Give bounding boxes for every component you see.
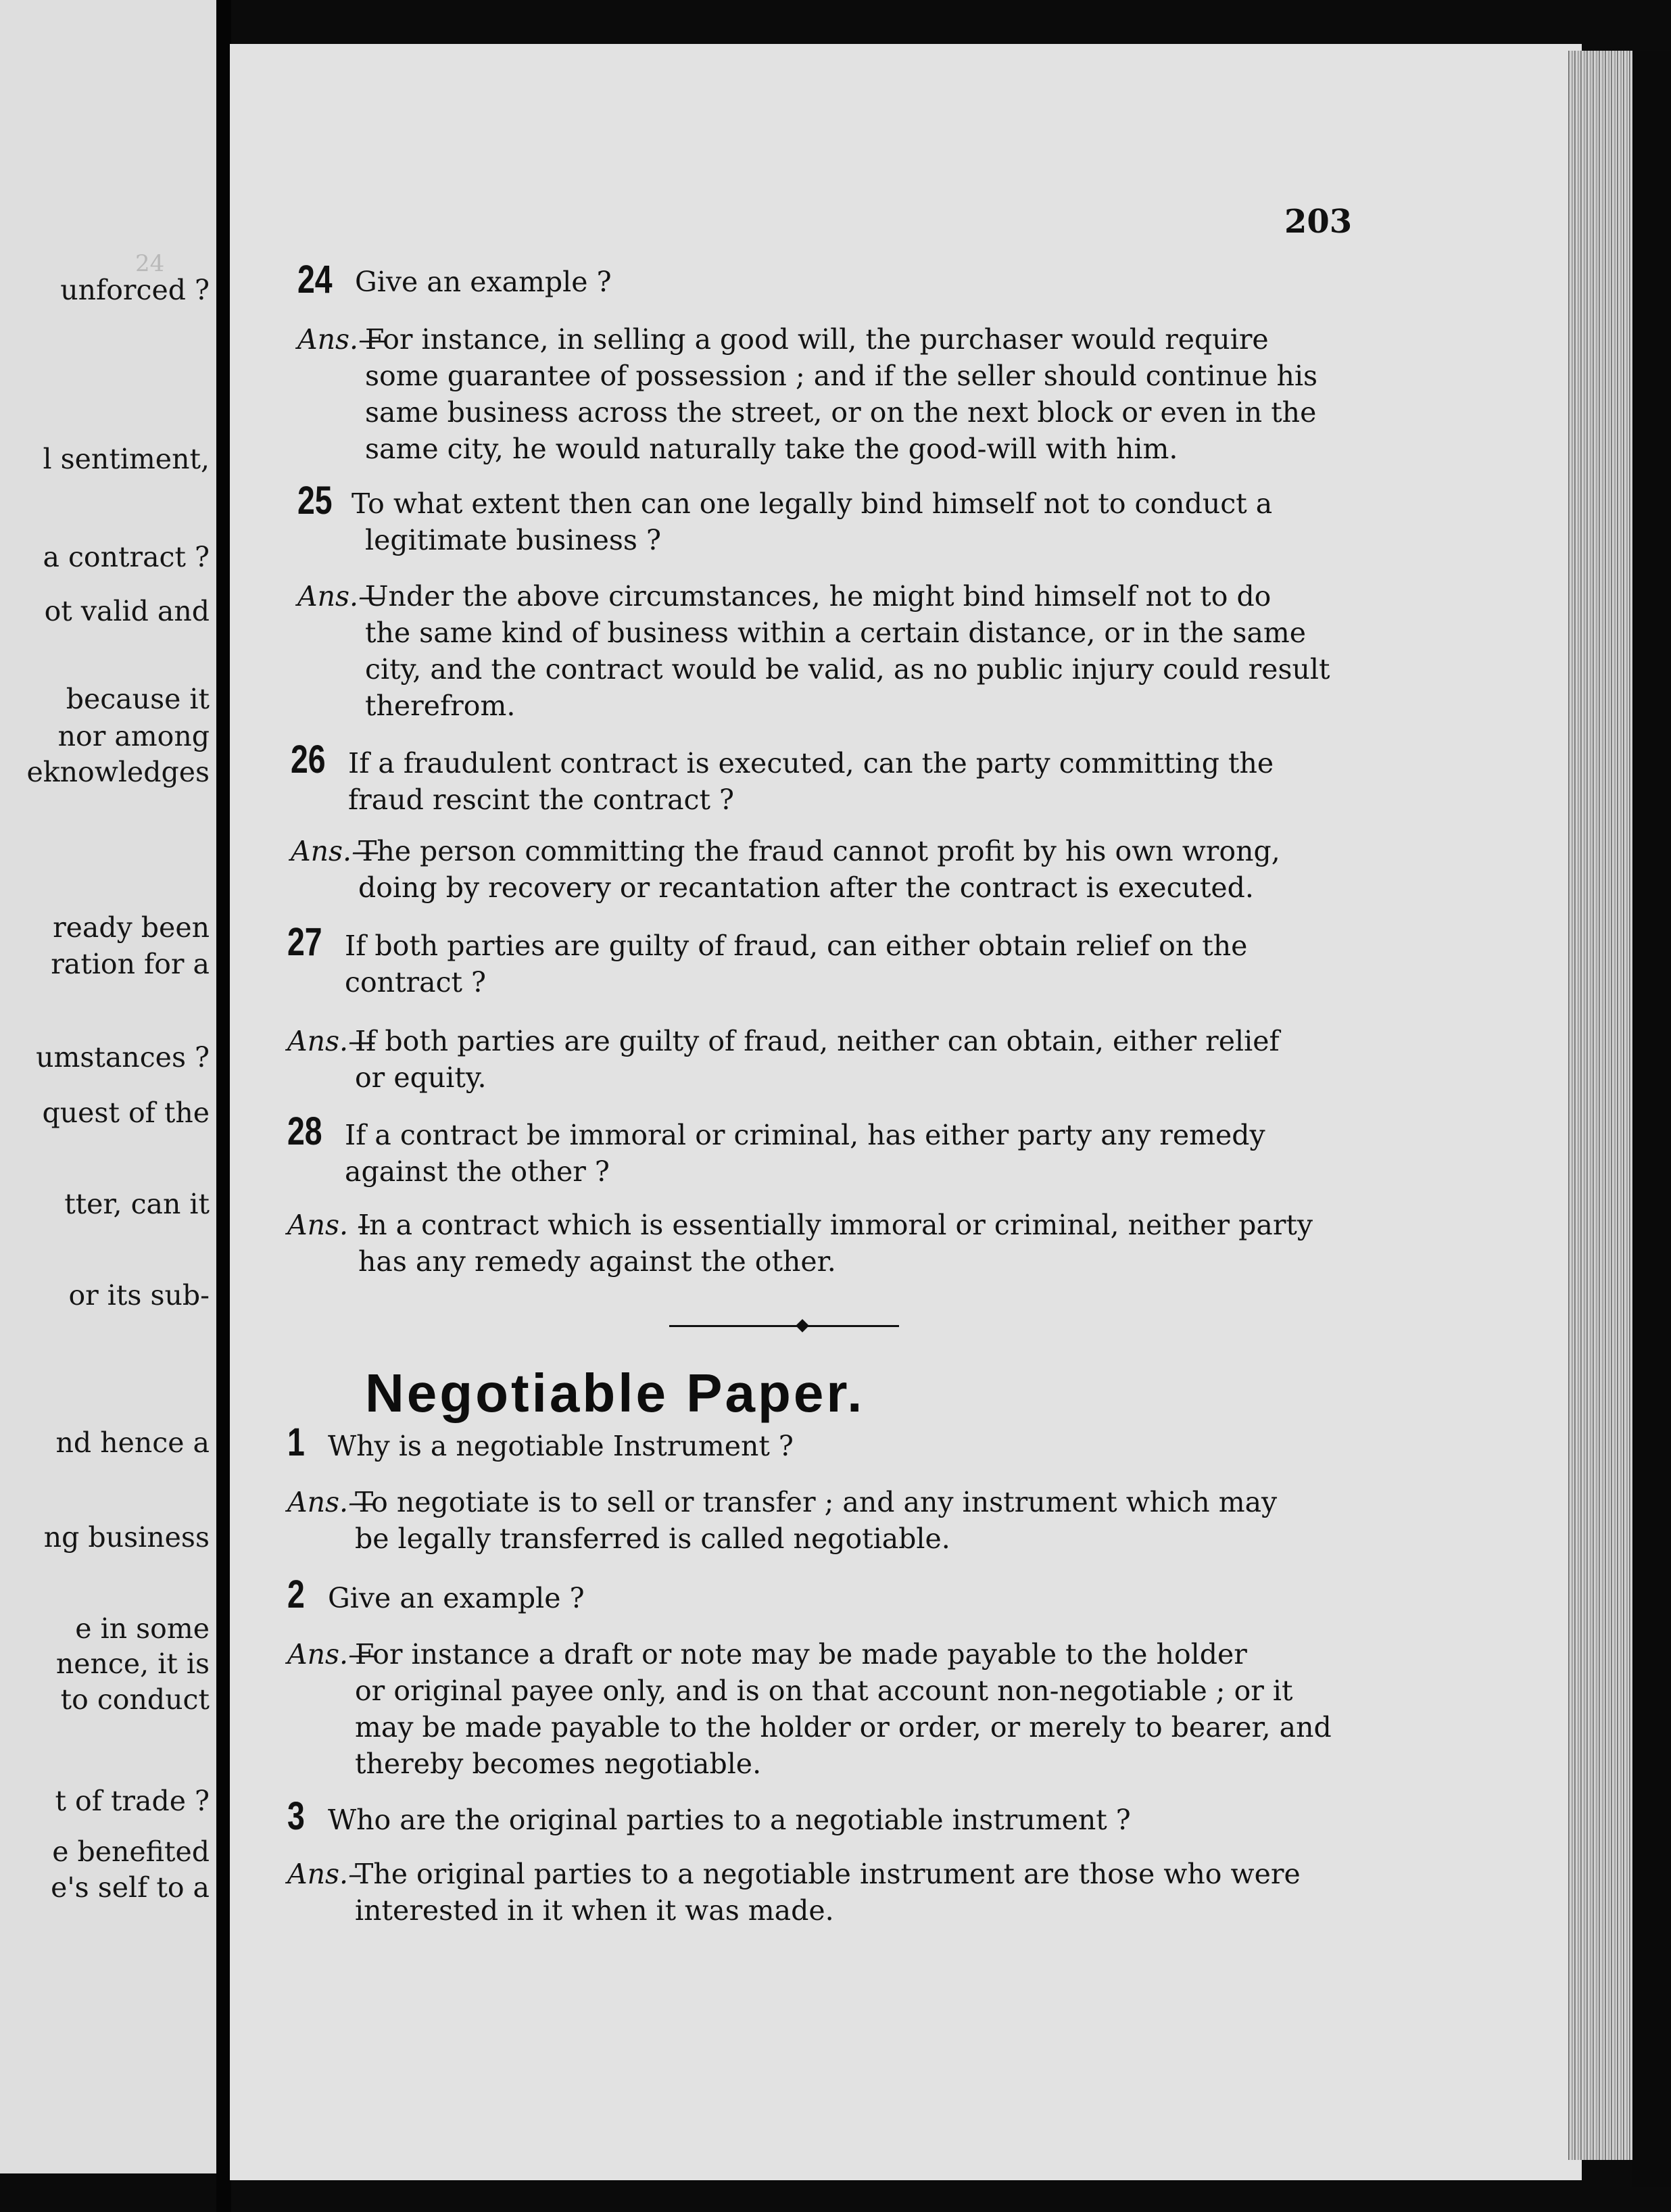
answer-text: Under the above circumstances, he might bind himself not to do the same kind of business within a certain distance, or in the same city, and the contract would be valid, as no public injury could result therefrom.: [365, 580, 1330, 722]
question-number: 28: [287, 1109, 322, 1153]
answer-text: The original parties to a negotiable instrument are those who were interested in it when it was made.: [355, 1858, 1301, 1927]
question-text: If both parties are guilty of fraud, can either obtain relief on the contract ?: [345, 930, 1248, 999]
question-text: Who are the original parties to a negotiable instrument ?: [328, 1804, 1131, 1836]
left-page-line: umstances ?: [36, 1041, 210, 1074]
bleed-through-text: 24: [135, 250, 165, 277]
page-number: 203: [1284, 203, 1353, 241]
question-number: 25: [297, 479, 333, 523]
answer-text: If both parties are guilty of fraud, neither can obtain, either relief or equity.: [355, 1025, 1280, 1094]
answer-label: Ans.—: [297, 580, 387, 612]
answer-text: To negotiate is to sell or transfer ; and any instrument which may be legally transferred is called negotiable.: [355, 1486, 1278, 1555]
section-heading: Negotiable Paper.: [365, 1363, 865, 1423]
left-page-line: t of trade ?: [55, 1785, 210, 1817]
left-page-line: eknowledges: [26, 756, 210, 788]
left-page-line: ration for a: [51, 948, 210, 980]
page-edge-stack: [1568, 51, 1632, 2160]
left-page-line: e's self to a: [51, 1871, 210, 1904]
left-page-line: e in some: [75, 1612, 210, 1645]
question-text: If a fraudulent contract is executed, can the party committing the fraud rescint the contract ?: [348, 747, 1274, 816]
left-page-line: to conduct: [60, 1683, 210, 1716]
answer-label: Ans. –: [287, 1209, 371, 1241]
book-gutter: [216, 0, 231, 2212]
left-page-line: tter, can it: [64, 1188, 210, 1220]
question-number: 24: [297, 258, 333, 302]
answer-text: The person committing the fraud cannot profit by his own wrong, doing by recovery or recantation after the contract is executed.: [358, 835, 1280, 904]
question-text: Give an example ?: [355, 266, 612, 298]
question-number: 27: [287, 920, 322, 964]
left-page-line: ng business: [43, 1521, 210, 1554]
left-page-line: because it: [66, 683, 210, 715]
left-page-line: unforced ?: [60, 274, 210, 306]
answer-label: Ans.—: [287, 1486, 377, 1518]
answer-label: Ans.—: [297, 323, 387, 356]
left-page-line: e benefited: [52, 1835, 210, 1868]
left-page-line: nd hence a: [55, 1426, 210, 1459]
left-page-line: l sentiment,: [43, 443, 210, 475]
answer-text: For instance, in selling a good will, the purchaser would require some guarantee of possession ; and if the seller should continue his same business across the street, or on the next block or even in the same city, he would naturally take the good-will with him.: [365, 323, 1318, 465]
answer-label: Ans.—: [291, 835, 380, 867]
answer-label: Ans.—: [287, 1638, 377, 1670]
left-page-fragment: [0, 0, 216, 2173]
question-text: Why is a negotiable Instrument ?: [328, 1430, 794, 1462]
left-page-line: quest of the: [42, 1097, 210, 1129]
answer-text: For instance a draft or note may be made payable to the holder or original payee only, and is on that account non-negotiable ; or it may be made payable to the holder or order, or merely to bearer, and thereby becomes negotiable.: [355, 1638, 1332, 1780]
answer-label: Ans.—: [287, 1025, 377, 1057]
question-text: If a contract be immoral or criminal, has either party any remedy against the other ?: [345, 1119, 1265, 1188]
question-number: 26: [291, 738, 326, 782]
left-page-line: a contract ?: [43, 541, 210, 573]
question-text: To what extent then can one legally bind himself not to conduct a legitimate business ?: [352, 487, 1273, 556]
question-number: 2: [287, 1572, 305, 1616]
left-page-line: nence, it is: [55, 1648, 210, 1680]
question-number: 3: [287, 1794, 305, 1838]
answer-label: Ans.–: [287, 1858, 362, 1890]
answer-text: In a contract which is essentially immoral or criminal, neither party has any remedy against the other.: [358, 1209, 1313, 1278]
left-page-line: or its sub-: [68, 1279, 210, 1312]
left-page-line: nor among: [57, 720, 210, 752]
left-page-line: ready been: [53, 911, 210, 944]
question-text: Give an example ?: [328, 1582, 585, 1614]
question-number: 1: [287, 1420, 305, 1464]
page-edge-shadow: [1632, 51, 1671, 2187]
left-page-line: ot valid and: [44, 595, 210, 627]
section-divider: [669, 1325, 899, 1327]
